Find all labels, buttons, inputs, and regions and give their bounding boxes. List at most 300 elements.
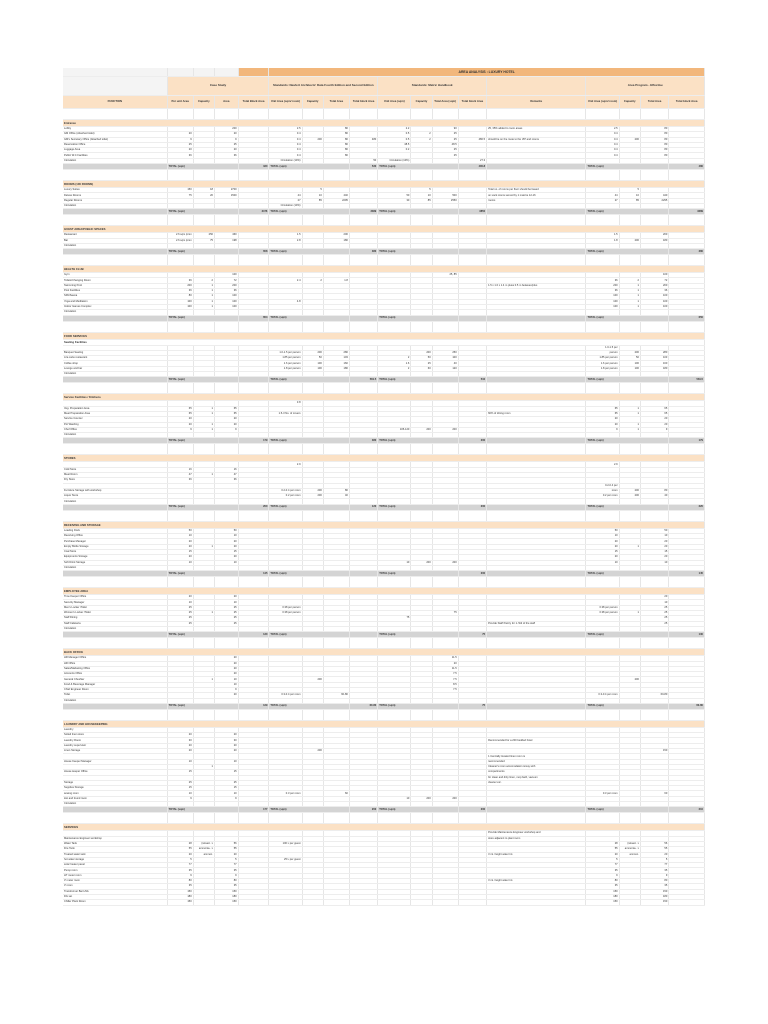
table-cell: 2 xyxy=(411,137,432,142)
table-cell: 0.5 xyxy=(378,137,411,142)
total-value: 210 xyxy=(669,807,705,813)
table-cell: 1 xyxy=(619,411,640,416)
table-cell: ammonia.. x xyxy=(619,847,640,852)
table-cell: 10 xyxy=(167,600,193,605)
table-cell: 2.5 xyxy=(586,127,619,132)
total-label: TOTAL (sqm) xyxy=(269,807,349,813)
table-cell: 1 xyxy=(619,422,640,427)
table-cell: 200 xyxy=(619,677,640,682)
table-cell: on sock rooms served by 1 maid ie 12-16 xyxy=(487,193,586,198)
table-cell: 7.5 xyxy=(432,677,458,682)
function-cell: Service Counter xyxy=(63,417,167,422)
table-cell: 2 xyxy=(378,356,411,361)
table-cell: 1 xyxy=(619,304,640,309)
table-cell: 25, 35% added to room areas xyxy=(487,127,586,132)
table-cell: 1 xyxy=(193,611,214,616)
subsection-title: Seating Facilities xyxy=(63,339,705,345)
table-cell: for clean and dirty linen, mop bath, vacuum xyxy=(487,775,586,780)
function-cell: Circulation xyxy=(63,433,167,438)
section-title: HEALTH CLUB xyxy=(63,266,705,273)
spacer-row xyxy=(63,383,705,394)
function-cell: Staff Cafeteria xyxy=(63,621,167,626)
function-cell: Pump room xyxy=(63,868,167,873)
section-title: STORES xyxy=(63,455,705,462)
function-cell: solar heater panel xyxy=(63,863,167,868)
table-cell: 1 xyxy=(193,283,214,288)
table-cell: 100 xyxy=(214,294,238,299)
table-cell: 160 xyxy=(323,361,349,366)
total-label: TOTAL (sqm) xyxy=(586,164,669,170)
function-cell: Circulation xyxy=(63,698,167,703)
table-cell: 75 xyxy=(193,238,214,243)
column-header: Capacity xyxy=(619,96,640,109)
function-cell: Purchase Manager xyxy=(63,539,167,544)
table-cell: 50 xyxy=(640,528,668,533)
table-cell: 150 xyxy=(640,749,668,754)
table-cell: 20 xyxy=(640,555,668,560)
table-cell: store adjacent to plant room xyxy=(487,836,586,841)
table-cell: 500 xyxy=(432,193,458,198)
function-cell: Lobby xyxy=(63,127,167,132)
table-cell: 15 xyxy=(214,549,238,554)
table-cell: 25 xyxy=(640,616,668,621)
total-value: 130 xyxy=(238,632,269,638)
table-cell: 1.8 per person xyxy=(269,366,302,371)
table-cell: 1 xyxy=(193,422,214,427)
table-cell: 100 xyxy=(302,366,323,371)
total-label: TOTAL (sqm) xyxy=(378,438,458,444)
function-cell: SPA/Sauna xyxy=(63,294,167,299)
table-cell: 10 xyxy=(214,600,238,605)
table-cell: 80 xyxy=(323,142,349,147)
table-cell: 2.9 xyxy=(586,462,619,467)
table-cell: 180 xyxy=(167,894,193,899)
table-cell: 28 xyxy=(167,841,193,846)
table-cell: 0.2-0.4 per room xyxy=(269,488,302,493)
table-cell: 10 xyxy=(167,791,193,796)
table-cell: 200 xyxy=(432,796,458,801)
function-cell: Coal Store xyxy=(63,549,167,554)
table-cell xyxy=(302,900,323,905)
function-cell: Loading Dock xyxy=(63,528,167,533)
function-cell: Treated water tank xyxy=(63,852,167,857)
table-cell: 9 xyxy=(167,427,193,432)
table-cell: 60-80 xyxy=(323,693,349,698)
table-cell: 7.5 xyxy=(432,672,458,677)
table-cell: 40 xyxy=(432,361,458,366)
table-cell: 20 xyxy=(640,539,668,544)
table-cell: 1.6 per person xyxy=(269,361,302,366)
table-cell: 15 xyxy=(167,549,193,554)
table-cell: 9 xyxy=(640,427,668,432)
total-value: 581.5 xyxy=(349,377,377,383)
function-cell: Soft Drink Storage xyxy=(63,560,167,565)
table-cell: 18 xyxy=(193,188,214,193)
table-cell: 200 xyxy=(619,137,640,142)
table-cell: 200 xyxy=(302,494,323,499)
table-cell: 65 xyxy=(586,406,619,411)
table-cell: 9 xyxy=(214,137,238,142)
table-cell: 200 xyxy=(619,238,640,243)
table-cell: 1 xyxy=(193,304,214,309)
table-cell: Cleaner's room accomodation ismay with xyxy=(487,764,586,769)
table-cell: 150 xyxy=(640,900,668,905)
table-cell: 50 xyxy=(586,528,619,533)
table-cell: 25 xyxy=(640,605,668,610)
table-cell: 36 xyxy=(167,289,193,294)
table-cell: 25 xyxy=(214,605,238,610)
table-cell: 1 xyxy=(619,544,640,549)
table-cell: 80 xyxy=(640,153,668,158)
total-value: 530 xyxy=(349,164,377,170)
table-cell: 1.85 per person xyxy=(269,356,302,361)
total-label: TOTAL (sqm) xyxy=(269,164,349,170)
total-label: TOTAL (sqm) xyxy=(167,504,238,510)
table-cell: 200 xyxy=(411,560,432,565)
table-cell: 200 xyxy=(302,488,323,493)
table-cell: 9 xyxy=(640,873,668,878)
table-cell: 80 xyxy=(323,132,349,137)
total-label: TOTAL (sqm) xyxy=(167,807,238,813)
table-cell: 65 xyxy=(167,406,193,411)
table-cell: 35 xyxy=(640,884,668,889)
function-cell: Laundry xyxy=(63,727,167,732)
table-cell: 80 xyxy=(640,142,668,147)
table-cell: 15 xyxy=(167,770,193,775)
total-label: TOTAL (sqm) xyxy=(586,807,669,813)
table-cell: 9 xyxy=(214,688,238,693)
section-title: ROOMS (100 ROOMS) xyxy=(63,181,705,188)
table-cell: 25 xyxy=(640,611,668,616)
table-cell: 80 xyxy=(640,488,668,493)
table-cell: Circulation (10%) xyxy=(378,158,411,163)
table-cell: 0.3-0.4 per room xyxy=(269,693,302,698)
total-value: 330 xyxy=(238,164,269,170)
table-cell: 36 xyxy=(640,289,668,294)
table-cell: 2.2 xyxy=(378,127,411,132)
table-cell: 5 xyxy=(214,857,238,862)
table-cell: 20 xyxy=(214,852,238,857)
total-label: TOTAL (sqm) xyxy=(378,571,458,577)
function-cell: Furniture Storage with workshop xyxy=(63,488,167,493)
table-cell: 5 xyxy=(619,188,640,193)
table-cell: 5 xyxy=(167,857,193,862)
table-cell: 27 xyxy=(269,198,302,203)
table-cell: 2.4 xyxy=(269,278,302,283)
table-cell: 100 xyxy=(214,304,238,309)
total-label: TOTAL (sqm) xyxy=(167,703,238,709)
table-cell: 80 xyxy=(323,148,349,153)
table-cell xyxy=(323,900,349,905)
table-cell: 100 xyxy=(214,299,238,304)
total-value: 120 xyxy=(349,504,377,510)
function-cell: Men's Locker /Toilet xyxy=(63,605,167,610)
table-cell: 80 xyxy=(214,879,238,884)
table-cell: 1.0-1.5 per xyxy=(586,345,619,350)
table-cell: 50 xyxy=(349,158,377,163)
table-cell: 10 xyxy=(640,534,668,539)
total-value: 60-80 xyxy=(349,703,377,709)
table-cell: 1.85 per person xyxy=(586,356,619,361)
table-cell: 1 xyxy=(193,677,214,682)
table-cell: 25 xyxy=(432,132,458,137)
table-cell: 200 xyxy=(323,233,349,238)
table-cell: 85 xyxy=(411,198,432,203)
table-cell: 10 xyxy=(378,560,411,565)
table-cell: 20 xyxy=(167,749,193,754)
spacer-row xyxy=(63,215,705,226)
column-header: Total Area xyxy=(323,96,349,109)
table-cell: 20 xyxy=(167,422,193,427)
table-cell: 7.5 xyxy=(432,688,458,693)
table-cell: 0.4 xyxy=(269,153,302,158)
table-cell: ammon. xyxy=(619,852,640,857)
total-value: 400.8 xyxy=(458,164,486,170)
table-cell: 35 xyxy=(167,868,193,873)
total-label: TOTAL (sqm) xyxy=(378,315,458,321)
table-cell: 20 xyxy=(214,422,238,427)
table-cell: 20 xyxy=(640,595,668,600)
function-cell: Linen Storage xyxy=(63,749,167,754)
table-cell: 44 xyxy=(269,193,302,198)
table-cell: 103 xyxy=(323,356,349,361)
total-label: TOTAL (sqm) xyxy=(586,249,669,255)
table-cell: 180 xyxy=(640,238,668,243)
section-title: BACK OFFICE xyxy=(63,649,705,656)
table-cell: should be on the route to the VIP and rooms xyxy=(487,137,586,142)
column-header: Total block Area xyxy=(669,96,705,109)
table-cell xyxy=(458,900,486,905)
table-cell: 9 xyxy=(586,873,619,878)
table-cell: 40 xyxy=(640,494,668,499)
column-header: Area xyxy=(214,96,238,109)
table-cell: 65 xyxy=(640,411,668,416)
table-cell: 50 xyxy=(167,528,193,533)
total-label: TOTAL (sqm) xyxy=(269,377,349,383)
table-cell: 0.38 per person xyxy=(586,605,619,610)
table-cell: 90 xyxy=(432,127,458,132)
table-cell: 20 xyxy=(167,595,193,600)
table-cell: 2.6 sqm /prsn xyxy=(167,238,193,243)
column-header: Capacity xyxy=(193,96,214,109)
total-value: 581.5 xyxy=(669,377,705,383)
spacer-row xyxy=(63,813,705,824)
table-cell: 1 xyxy=(619,406,640,411)
spacer-row xyxy=(63,444,705,455)
column-header: Capacity xyxy=(411,96,432,109)
section-title: GUEST AREA/PUBLIC SPACES xyxy=(63,226,705,233)
table-cell: 20 xyxy=(214,749,238,754)
table-cell: 1 xyxy=(619,283,640,288)
table-cell: 20 xyxy=(167,417,193,422)
function-cell: HR Manager Office xyxy=(63,656,167,661)
function-cell: HR Office xyxy=(63,661,167,666)
table-cell: 0.3-0.4 per room xyxy=(586,693,619,698)
column-header: FUNCTION xyxy=(63,96,167,109)
table-cell xyxy=(193,900,214,905)
table-cell: 100 xyxy=(640,294,668,299)
table-cell: 10 xyxy=(378,796,411,801)
table-cell: ammonia.. x xyxy=(193,847,214,852)
table-cell: 180 xyxy=(640,366,668,371)
table-cell: Provide Staff Pantry for 1 /3rd of the staff xyxy=(487,621,586,626)
table-cell: 1.8 xyxy=(586,238,619,243)
table-cell: 2550 xyxy=(432,198,458,203)
function-cell: Empty Bottle Storage xyxy=(63,544,167,549)
table-cell: 1 xyxy=(193,411,214,416)
column-header: Capacity xyxy=(302,96,323,109)
total-label: TOTAL (sqm) xyxy=(167,164,238,170)
function-cell: Water Tank xyxy=(63,841,167,846)
table-cell: Recommended for a 200 bedded hotel xyxy=(487,738,586,743)
table-cell: 150 xyxy=(167,889,193,894)
function-cell: Public W.C Facilities xyxy=(63,153,167,158)
table-cell: 200 xyxy=(619,488,640,493)
total-value: 177 xyxy=(238,807,269,813)
table-cell: 250 xyxy=(193,233,214,238)
table-cell: 80 xyxy=(323,488,349,493)
table-cell: 25 L per guest xyxy=(269,857,302,862)
table-cell: 200 xyxy=(167,283,193,288)
total-label: TOTAL (sqm) xyxy=(269,438,349,444)
table-cell: 20 xyxy=(167,852,193,857)
table-cell: 35 xyxy=(586,868,619,873)
table-cell: 20 xyxy=(167,555,193,560)
total-value: 654 xyxy=(238,315,269,321)
table-cell: 77 xyxy=(214,863,238,868)
group-header-row xyxy=(63,77,705,96)
table-cell: 25 xyxy=(167,621,193,626)
function-cell: Chef Office xyxy=(63,427,167,432)
table-cell: 200 xyxy=(619,350,640,355)
table-cell: 150 xyxy=(586,889,619,894)
table-cell: 10 xyxy=(214,759,238,764)
table-cell: 77 xyxy=(640,863,668,868)
table-cell: 77 xyxy=(586,863,619,868)
table-cell: 0.38 per person xyxy=(586,611,619,616)
table-cell: 2 xyxy=(411,132,432,137)
table-cell: 160 xyxy=(640,361,668,366)
function-cell: Circulation xyxy=(63,158,167,163)
table-cell: 20 xyxy=(432,661,458,666)
function-cell: Women's Locker /Toilet xyxy=(63,611,167,616)
group-area-program: Area Program - Effective xyxy=(586,77,705,96)
total-value: 3389 xyxy=(349,209,377,215)
table-cell: ammon. xyxy=(193,852,214,857)
table-cell: 60 xyxy=(411,366,432,371)
function-cell: Equipments Storage xyxy=(63,555,167,560)
table-cell: 15 xyxy=(214,770,238,775)
table-cell: 25 xyxy=(167,605,193,610)
table-cell: 0.38 per person xyxy=(269,605,302,610)
table-cell: 100 xyxy=(586,294,619,299)
total-label: TOTAL (sqm) xyxy=(378,703,458,709)
total-value: 200 xyxy=(238,504,269,510)
function-cell: Luggage Area xyxy=(63,148,167,153)
table-cell: 15 xyxy=(167,786,193,791)
table-cell: 10 xyxy=(167,534,193,539)
function-cell: Storage xyxy=(63,780,167,785)
table-cell: (reload.. x xyxy=(193,841,214,846)
table-cell: 2.6 sqm /prsn xyxy=(167,233,193,238)
table-cell: 20 xyxy=(214,148,238,153)
total-value: 220 xyxy=(669,504,705,510)
table-cell: 9 xyxy=(167,873,193,878)
table-cell: 65 xyxy=(586,411,619,416)
table-cell: 75 xyxy=(167,193,193,198)
table-cell: 200 xyxy=(640,233,668,238)
column-header: Per unit Area xyxy=(167,96,193,109)
total-value: 510 xyxy=(458,377,486,383)
function-cell: Luxury Suites xyxy=(63,188,167,193)
table-cell: 20 xyxy=(586,417,619,422)
table-cell: 50 xyxy=(411,356,432,361)
function-cell: Chief Engineer Room xyxy=(63,688,167,693)
table-cell: 100 xyxy=(167,304,193,309)
function-cell: Dry Store xyxy=(63,478,167,483)
table-cell: 100 xyxy=(640,273,668,278)
table-cell: 55 xyxy=(640,847,668,852)
function-cell: Swimming Pool xyxy=(63,283,167,288)
function-cell: Deluxe Rooms xyxy=(63,193,167,198)
section-title: SERVICES xyxy=(63,824,705,831)
table-cell: 100 xyxy=(640,299,668,304)
table-cell: 25 xyxy=(640,621,668,626)
table-cell: 150 xyxy=(640,889,668,894)
table-cell: 20 xyxy=(214,672,238,677)
column-header: Remarks xyxy=(487,96,586,109)
function-cell: 3' room xyxy=(63,884,167,889)
section-title: RECEIVING AND STORAGE xyxy=(63,521,705,528)
function-cell: lost and found room xyxy=(63,796,167,801)
table-cell: 28 xyxy=(586,841,619,846)
function-cell: House keeper Office xyxy=(63,770,167,775)
total-label: TOTAL (sqm) xyxy=(269,249,349,255)
table-cell: 200 xyxy=(411,350,432,355)
section-title: EMPLOYEE AREA xyxy=(63,588,705,595)
table-cell: 280 xyxy=(323,350,349,355)
function-cell: Regular Rooms xyxy=(63,198,167,203)
table-cell: 10 xyxy=(214,677,238,682)
table-cell: 10 xyxy=(214,682,238,687)
table-cell: 20 xyxy=(214,666,238,671)
table-cell: 10 xyxy=(586,560,619,565)
function-cell: Cold Store xyxy=(63,467,167,472)
total-label: TOTAL (sqm) xyxy=(586,315,669,321)
table-cell: 100 x per guest xyxy=(269,841,302,846)
table-cell: 27.3 xyxy=(458,158,486,163)
total-label: TOTAL (sqm) xyxy=(378,807,458,813)
table-cell: 35 xyxy=(586,884,619,889)
table-cell: Provide Maintenance Engineer workshop and xyxy=(487,831,586,836)
table-cell: cleaner etc. xyxy=(487,780,586,785)
spacer-row xyxy=(63,638,705,649)
function-cell: sewing room xyxy=(63,791,167,796)
table-cell: 20 xyxy=(167,132,193,137)
table-cell: 1 xyxy=(619,299,640,304)
total-value: 60-80 xyxy=(669,703,705,709)
table-cell: 1.8 per person xyxy=(586,366,619,371)
table-cell: 1 xyxy=(193,299,214,304)
function-cell: Circulation xyxy=(63,626,167,631)
table-cell: 16 xyxy=(214,467,238,472)
function-cell: Coffee shop xyxy=(63,361,167,366)
table-cell: 200 xyxy=(411,796,432,801)
table-cell: 11.5 xyxy=(432,656,458,661)
column-header: Total Area (sqm) xyxy=(432,96,458,109)
total-value: 200 xyxy=(458,438,486,444)
table-cell: 9 xyxy=(167,137,193,142)
